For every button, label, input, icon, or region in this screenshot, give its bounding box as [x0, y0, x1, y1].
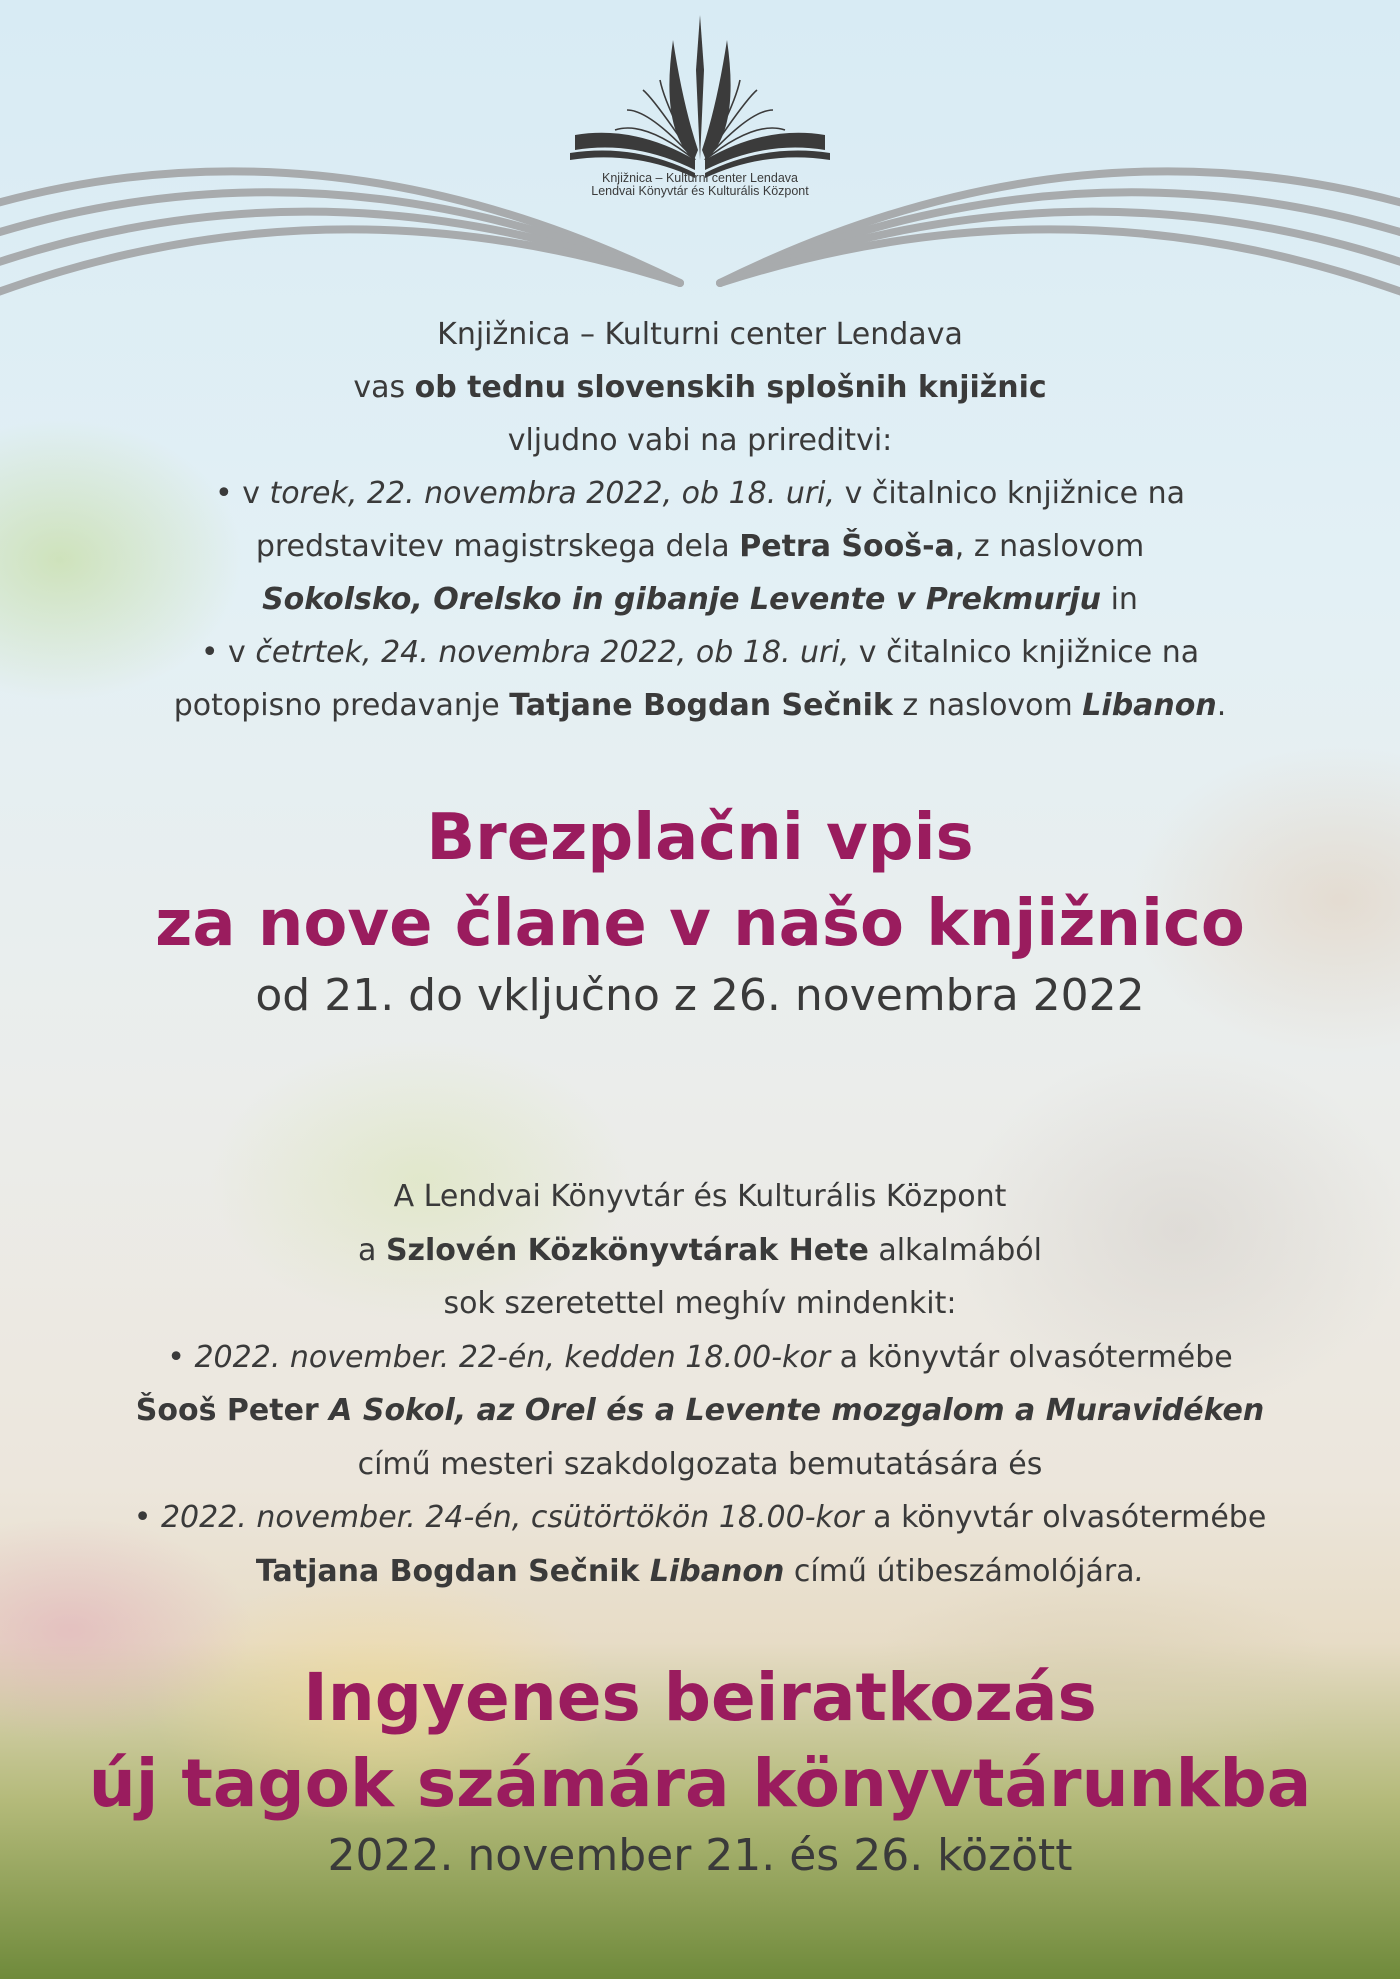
hu-offer-headline-1: Ingyenes beiratkozás: [303, 1659, 1097, 1736]
occasion-text: ob tednu slovenskih splošnih knjižnic: [414, 370, 1047, 405]
event1-conj: in: [1101, 582, 1138, 617]
hu-event1-line2: [0, 1384, 1400, 1438]
hu-event2-author: Tatjana Bogdan Sečnik: [255, 1553, 650, 1589]
logo-caption-line2: Lendvai Könyvtár és Kulturális Központ: [591, 184, 809, 198]
hu-line-organizer: [0, 1170, 1400, 1224]
hu-event1-datetime: 2022. november. 22-én, kedden 18.00-kor: [194, 1339, 831, 1375]
event1-desc-post: , z naslovom: [954, 529, 1145, 564]
hu-offer-headline-2: új tagok számára könyvtárunkba: [88, 1745, 1312, 1822]
occasion-pre: vas: [353, 370, 415, 405]
event2-location: v čitalnico knjižnice na: [849, 635, 1200, 670]
slovenian-invitation: [0, 308, 1400, 732]
offer-headline-1: Brezplačni vpis: [426, 801, 974, 875]
bullet: •: [133, 1500, 161, 1535]
event1-line1: [0, 467, 1400, 520]
bullet: • v: [215, 476, 270, 511]
hu-event2-desc: című útibeszámolójára: [784, 1553, 1135, 1589]
offer-dates: od 21. do vključno z 26. novembra 2022: [255, 970, 1145, 1021]
event1-location: v čitalnico knjižnice na: [835, 476, 1185, 511]
hu-occasion-text: Szlovén Közkönyvtárak Hete: [385, 1232, 869, 1268]
event2-datetime: četrtek, 24. novembra 2022, ob 18. uri,: [255, 635, 850, 670]
hu-occasion-post: alkalmából: [868, 1232, 1042, 1268]
hu-event1-desc: című mesteri szakdolgozata bemutatására és: [357, 1446, 1043, 1482]
hu-invite-text: sok szeretettel meghív mindenkit:: [443, 1286, 957, 1321]
inv-line-invite: [0, 414, 1400, 467]
hungarian-offer: [0, 1655, 1400, 1885]
event1-title: Sokolsko, Orelsko in gibanje Levente v Prekmurju: [262, 582, 1102, 617]
organizer-text: Knjižnica – Kulturni center Lendava: [437, 317, 963, 352]
inv-line-occasion: [0, 361, 1400, 414]
event2-author: Tatjane Bogdan Sečnik: [509, 688, 893, 723]
event2-end: .: [1216, 688, 1227, 723]
event2-desc: potopisno predavanje: [173, 688, 510, 723]
invite-text: vljudno vabi na prireditvi:: [507, 423, 893, 458]
event2-title: Libanon: [1082, 688, 1217, 723]
bullet: •: [167, 1339, 195, 1375]
hu-event1-line1: [0, 1331, 1400, 1385]
hu-event2-line1: [0, 1491, 1400, 1545]
event1-line2: [0, 520, 1400, 573]
slovenian-offer: [0, 795, 1400, 1025]
event1-author: Petra Šooš-a: [739, 529, 955, 564]
hu-event1-title: A Sokol, az Orel és a Levente mozgalom a Muravidéken: [329, 1393, 1265, 1428]
event2-desc-mid: z naslovom: [892, 688, 1083, 723]
hu-event2-location: a könyvtár olvasótermébe: [863, 1500, 1267, 1535]
event1-desc: predstavitev magistrskega dela: [255, 529, 740, 564]
hu-event2-datetime: 2022. november. 24-én, csütörtökön 18.00-kor: [160, 1500, 864, 1535]
event1-line3: [0, 573, 1400, 626]
offer-headline-2: za nove člane v našo knjižnico: [155, 887, 1245, 961]
hu-line-invite: [0, 1277, 1400, 1331]
event2-line2: [0, 679, 1400, 732]
hu-event1-line3: [0, 1438, 1400, 1492]
hu-offer-dates: 2022. november 21. és 26. között: [327, 1830, 1073, 1881]
hu-organizer-text: A Lendvai Könyvtár és Kulturális Központ: [393, 1179, 1007, 1214]
hu-event1-location: a könyvtár olvasótermébe: [830, 1339, 1233, 1375]
logo-caption-line1: Knjižnica – Kulturni center Lendava: [602, 171, 798, 185]
hu-event2-line2: [0, 1545, 1400, 1599]
event2-line1: [0, 626, 1400, 679]
hu-line-occasion: [0, 1224, 1400, 1278]
hungarian-invitation: [0, 1170, 1400, 1598]
hu-occasion-pre: a: [358, 1232, 386, 1268]
hu-event2-title: Libanon: [649, 1553, 785, 1589]
hu-event2-end: .: [1134, 1553, 1145, 1589]
hu-event1-author: Šooš Peter: [135, 1393, 330, 1428]
event1-datetime: torek, 22. novembra 2022, ob 18. uri,: [269, 476, 836, 511]
bullet: • v: [200, 635, 256, 670]
logo-caption: [500, 172, 900, 198]
inv-line-organizer: [0, 308, 1400, 361]
